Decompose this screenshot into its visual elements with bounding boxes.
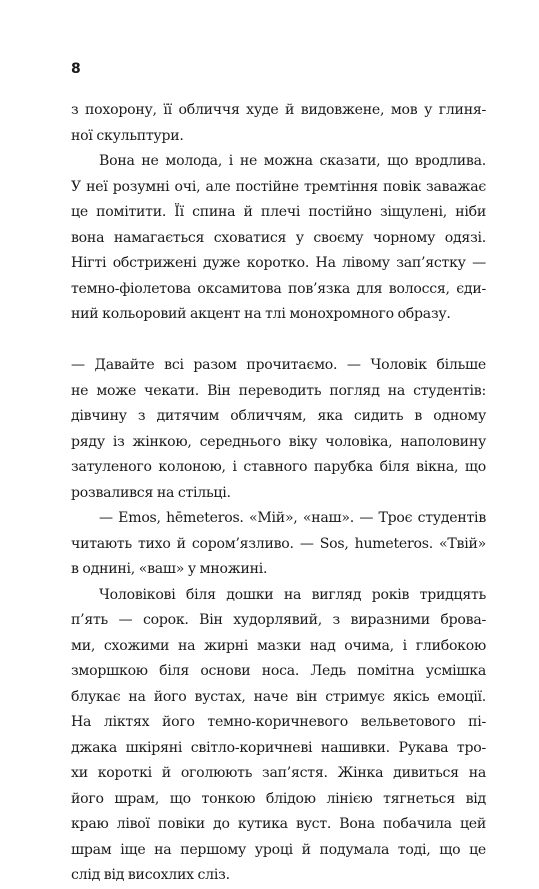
paragraph <box>71 98 486 149</box>
text-line: Вона не молода, і не можна сказати, що вродлива. <box>99 153 486 169</box>
page-number: 8 <box>71 61 81 77</box>
text-line: вона намагається сховатися у своєму чорному одязі. <box>71 229 486 246</box>
text-line: розвалився на стільці. <box>71 484 231 501</box>
text-line: затуленого колоною, і ставного парубка біля вікна, що <box>71 459 486 475</box>
text-line: Нігті обстрижені дуже коротко. На лівому зап’ястку — <box>71 255 486 271</box>
text-line: слід від висохлих сліз. <box>71 867 230 883</box>
text-line: Чоловікові біля дошки на вигляд років тридцять <box>99 586 486 603</box>
text-line: дівчину з дитячим обличчям, яка сидить в одному <box>71 408 486 424</box>
text-line: темно-фіолетова оксамитова пов’язка для волосся, єди- <box>71 280 486 297</box>
text-line: У неї розумні очі, але постійне тремтіння повік заважає <box>71 178 486 195</box>
text-line: п’ять — сорок. Він худорлявий, з виразними брова- <box>71 612 486 628</box>
text-line: ної скульптури. <box>71 127 184 144</box>
text-line: блукає на його вустах, наче він стримує якісь емоції. <box>71 688 486 705</box>
text-line: ми, схожими на жирні мазки над очима, і глибокою <box>71 637 486 654</box>
text-line: На ліктях його темно-коричневого вельветового пі- <box>71 714 486 730</box>
text-line: не може чекати. Він переводить погляд на студентів: <box>71 382 486 399</box>
text-line: з похорону, її обличчя худе й видовжене, мов у глиня- <box>71 102 486 118</box>
text-line: його шрам, що тонкою блідою лінією тягнеться від <box>71 790 486 807</box>
text-line: це помітити. Її спина й плечі постійно зіщулені, ніби <box>71 204 486 220</box>
paragraph <box>71 149 486 328</box>
paragraph <box>71 583 486 889</box>
text-line: — Давайте всі разом прочитаємо. — Чоловік більше <box>71 357 486 373</box>
text-line: краю лівої повіки до кутика вуст. Вона побачила цей <box>71 816 486 832</box>
paragraph <box>71 506 486 583</box>
text-line: ряду із жінкою, середнього віку чоловіка, наполовину <box>71 433 486 450</box>
text-line: читають тихо й сором’язливо. — Sos, humeteros. «Твій» <box>71 535 486 552</box>
text-line: джака шкіряні світло-коричневі нашивки. Рукава тро- <box>71 739 486 756</box>
text-line: зморшкою біля основи носа. Ледь помітна усмішка <box>71 663 486 679</box>
text-line: шрам іще на першому уроці й подумала тоді, що це <box>71 841 486 858</box>
body-text <box>71 98 486 889</box>
text-line: в однині, «ваш» у множині. <box>71 561 268 577</box>
paragraph-gap <box>71 328 486 354</box>
text-line: ний кольоровий акцент на тлі монохромного образу. <box>71 306 451 322</box>
paragraph <box>71 353 486 506</box>
text-line: — Emos, hēmeteros. «Мій», «наш». — Троє студентів <box>99 510 486 526</box>
text-line: хи короткі й оголюють зап’ястя. Жінка дивиться на <box>71 765 486 781</box>
